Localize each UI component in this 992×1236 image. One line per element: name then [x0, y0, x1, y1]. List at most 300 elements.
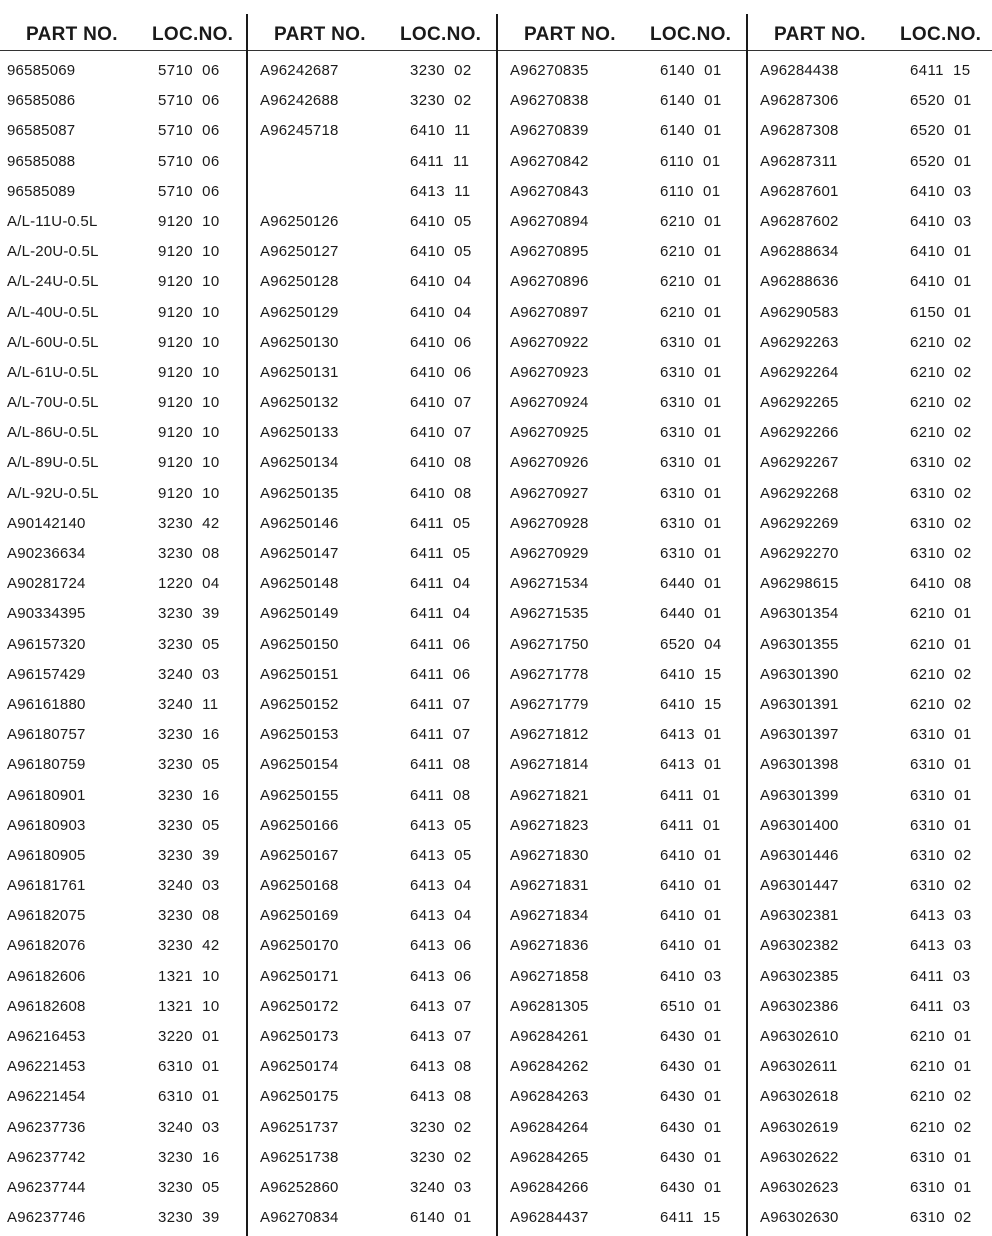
part-number: A96271858: [510, 967, 589, 985]
location-number: 9120 10: [158, 303, 220, 321]
location-number: 3230 16: [158, 726, 220, 744]
part-number: A96287602: [760, 212, 839, 230]
location-number: 6140 01: [660, 122, 722, 140]
part-number: A96270928: [510, 514, 589, 532]
part-number: A96292263: [760, 333, 839, 351]
table-row: [0, 481, 248, 511]
table-row: [0, 601, 248, 631]
part-number: A96302619: [760, 1118, 839, 1136]
part-number: A96287601: [760, 182, 839, 200]
column-rows: [248, 58, 496, 1235]
table-column: [496, 14, 746, 1236]
part-number: A96271823: [510, 816, 589, 834]
location-number: 6210 02: [910, 695, 972, 713]
part-number: A96284265: [510, 1148, 589, 1166]
part-number: A96288634: [760, 243, 839, 261]
table-row: [248, 783, 496, 813]
location-number: 6310 01: [158, 1088, 220, 1106]
part-number: A96298615: [760, 575, 839, 593]
table-row: [748, 1145, 992, 1175]
location-number: 6150 01: [910, 303, 972, 321]
location-number: 1220 04: [158, 575, 220, 593]
location-number: 6310 01: [660, 545, 722, 562]
table-row: [0, 964, 248, 994]
part-number: A96250126: [260, 212, 339, 230]
table-row: [0, 1115, 248, 1145]
table-row: [498, 1024, 746, 1054]
part-number: A96245718: [260, 122, 339, 140]
table-row: [0, 1024, 248, 1054]
table-row: [248, 209, 496, 239]
part-number: A/L-61U-0.5L: [7, 363, 99, 381]
part-number: A96271831: [510, 877, 589, 895]
location-number: 6411 04: [410, 575, 471, 593]
part-number: A90281724: [7, 575, 86, 593]
table-row: [498, 88, 746, 118]
table-row: [248, 1205, 496, 1235]
table-row: [498, 1115, 746, 1145]
table-row: [748, 481, 992, 511]
location-number: 6413 08: [410, 1088, 472, 1106]
table-row: [498, 1054, 746, 1084]
table-row: [0, 1205, 248, 1235]
location-number: 6310 01: [660, 333, 722, 351]
location-number: 6410 06: [410, 363, 472, 381]
part-number: A96250168: [260, 877, 339, 895]
table-row: [0, 813, 248, 843]
location-number: 6413 07: [410, 1028, 472, 1045]
location-number: 6110 01: [660, 152, 721, 170]
part-number: A/L-20U-0.5L: [7, 243, 99, 261]
table-row: [0, 1175, 248, 1205]
location-number: 9120 10: [158, 243, 220, 261]
part-number: A96287311: [760, 152, 838, 170]
location-number: 6413 08: [410, 1058, 472, 1076]
location-number: 6310 01: [660, 424, 722, 442]
column-header: [0, 14, 248, 51]
location-number: 3230 42: [158, 937, 220, 955]
location-number: 6410 07: [410, 424, 472, 442]
part-number: A96250132: [260, 394, 339, 412]
part-number: A96301399: [760, 786, 839, 804]
part-number: A96180757: [7, 726, 86, 744]
part-number: A96182606: [7, 967, 86, 985]
part-number: A96221453: [7, 1058, 86, 1076]
location-number: 6413 05: [410, 816, 472, 834]
table-row: [748, 752, 992, 782]
part-no-header: PART NO.: [524, 24, 616, 45]
part-number: A96271836: [510, 937, 589, 955]
part-number: A96216453: [7, 1028, 86, 1045]
location-number: 6310 01: [910, 726, 972, 744]
location-number: 6140 01: [410, 1209, 472, 1227]
location-number: 6410 03: [910, 182, 972, 200]
table-row: [248, 571, 496, 601]
location-number: 6410 03: [910, 212, 972, 230]
table-row: [748, 903, 992, 933]
location-number: 5710 06: [158, 92, 220, 110]
location-number: 6410 04: [410, 303, 472, 321]
table-row: [748, 632, 992, 662]
part-number: A/L-89U-0.5L: [7, 454, 99, 472]
part-number: A96250153: [260, 726, 339, 744]
location-number: 6140 01: [660, 92, 722, 110]
table-row: [248, 481, 496, 511]
table-row: [498, 1175, 746, 1205]
table-row: [248, 179, 496, 209]
table-row: [0, 903, 248, 933]
part-number: A/L-40U-0.5L: [7, 303, 99, 321]
location-number: 6310 02: [910, 877, 972, 895]
part-number: A96242688: [260, 92, 339, 110]
table-row: [498, 752, 746, 782]
part-number: A/L-92U-0.5L: [7, 484, 99, 502]
part-number: A96301447: [760, 877, 839, 895]
table-row: [248, 752, 496, 782]
location-number: 6411 01: [660, 786, 721, 804]
part-number: A96271821: [510, 786, 589, 804]
table-row: [748, 813, 992, 843]
part-number: A96271830: [510, 846, 589, 864]
part-number: A96182075: [7, 907, 86, 925]
location-number: 6411 06: [410, 635, 471, 653]
column-header: [498, 14, 746, 51]
location-number: 6410 05: [410, 243, 472, 261]
part-number: A/L-11U-0.5L: [7, 212, 98, 230]
location-number: 6140 01: [660, 62, 722, 79]
part-number: A96270895: [510, 243, 589, 261]
location-number: 6411 06: [410, 665, 471, 683]
column-rows: [0, 58, 248, 1235]
part-number: A96292264: [760, 363, 839, 381]
location-number: 6411 03: [910, 967, 971, 985]
table-row: [248, 1084, 496, 1114]
table-column: [246, 14, 496, 1236]
part-number: A96250155: [260, 786, 339, 804]
location-number: 3240 03: [158, 665, 220, 683]
part-number: A/L-60U-0.5L: [7, 333, 99, 351]
part-number: A96270843: [510, 182, 589, 200]
part-number: A96270896: [510, 273, 589, 291]
table-row: [498, 1084, 746, 1114]
table-row: [0, 58, 248, 88]
location-number: 6410 05: [410, 212, 472, 230]
part-number: A96301400: [760, 816, 839, 834]
part-number: 96585086: [7, 92, 76, 110]
location-number: 6520 01: [910, 92, 972, 110]
table-row: [248, 58, 496, 88]
table-row: [748, 541, 992, 571]
table-row: [748, 300, 992, 330]
part-number: A96271534: [510, 575, 589, 593]
table-row: [0, 149, 248, 179]
part-number: A96250171: [260, 967, 339, 985]
location-number: 6411 15: [660, 1209, 721, 1227]
table-row: [748, 511, 992, 541]
table-row: [498, 662, 746, 692]
location-number: 6210 02: [910, 1118, 972, 1136]
part-number: A96182608: [7, 997, 86, 1015]
table-row: [748, 601, 992, 631]
part-number: A96250173: [260, 1028, 339, 1045]
part-number: A96180903: [7, 816, 86, 834]
part-number: A96250148: [260, 575, 339, 593]
part-number: A96301391: [760, 695, 839, 713]
table-row: [498, 692, 746, 722]
part-number: A96250152: [260, 695, 339, 713]
location-number: 3230 02: [410, 62, 472, 79]
location-number: 6410 15: [660, 665, 722, 683]
table-row: [498, 118, 746, 148]
part-number: A96302385: [760, 967, 839, 985]
part-number: A96302381: [760, 907, 839, 925]
location-number: 5710 06: [158, 122, 220, 140]
table-row: [748, 360, 992, 390]
table-row: [498, 360, 746, 390]
part-number: A96270835: [510, 62, 589, 79]
location-number: 6410 01: [910, 243, 972, 261]
table-row: [498, 269, 746, 299]
table-column: [0, 14, 248, 1236]
location-number: 6520 01: [910, 152, 972, 170]
table-row: [748, 873, 992, 903]
part-number: A96284266: [510, 1178, 589, 1196]
table-row: [0, 360, 248, 390]
table-row: [248, 330, 496, 360]
part-number: A96157429: [7, 665, 86, 683]
part-number: A96302610: [760, 1028, 839, 1045]
table-row: [0, 662, 248, 692]
location-number: 6310 01: [910, 786, 972, 804]
table-row: [248, 269, 496, 299]
location-number: 6410 08: [410, 484, 472, 502]
column-rows: [498, 58, 746, 1235]
table-row: [0, 118, 248, 148]
location-number: 6410 01: [660, 877, 722, 895]
location-number: 6411 15: [910, 62, 971, 79]
part-number: 96585069: [7, 62, 76, 79]
part-number: A96301397: [760, 726, 839, 744]
location-number: 9120 10: [158, 454, 220, 472]
location-number: 6210 02: [910, 363, 972, 381]
part-number: A96292267: [760, 454, 839, 472]
location-number: 3230 16: [158, 786, 220, 804]
part-number: A96270929: [510, 545, 589, 562]
location-number: 6413 05: [410, 846, 472, 864]
table-row: [0, 1145, 248, 1175]
part-number: A96284438: [760, 62, 839, 79]
part-number: A96292268: [760, 484, 839, 502]
location-number: 3220 01: [158, 1028, 220, 1045]
part-number: A96287308: [760, 122, 839, 140]
location-number: 6310 02: [910, 846, 972, 864]
part-number: A96250130: [260, 333, 339, 351]
part-number: A96302622: [760, 1148, 839, 1166]
table-row: [748, 692, 992, 722]
location-number: 6410 07: [410, 394, 472, 412]
part-number: A96270842: [510, 152, 589, 170]
part-number: A90236634: [7, 545, 86, 562]
location-number: 3240 11: [158, 695, 219, 713]
part-number: A96271814: [510, 756, 589, 774]
location-number: 6430 01: [660, 1058, 722, 1076]
location-number: 5710 06: [158, 62, 220, 79]
location-number: 9120 10: [158, 363, 220, 381]
table-row: [498, 903, 746, 933]
table-row: [498, 873, 746, 903]
table-row: [0, 571, 248, 601]
location-number: 6440 01: [660, 575, 722, 593]
location-number: 9120 10: [158, 212, 220, 230]
part-number: A96250166: [260, 816, 339, 834]
location-number: 6413 07: [410, 997, 472, 1015]
location-number: 6310 02: [910, 545, 972, 562]
part-number: A90142140: [7, 514, 86, 532]
table-row: [498, 843, 746, 873]
part-number: A96288636: [760, 273, 839, 291]
location-number: 6411 05: [410, 514, 471, 532]
part-number: A96271779: [510, 695, 589, 713]
location-number: 6411 08: [410, 786, 471, 804]
location-number: 6413 06: [410, 937, 472, 955]
table-row: [498, 541, 746, 571]
part-number: A96250167: [260, 846, 339, 864]
table-row: [248, 692, 496, 722]
location-number: 6210 02: [910, 333, 972, 351]
location-number: 1321 10: [158, 997, 220, 1015]
part-number: A96182076: [7, 937, 86, 955]
table-row: [248, 903, 496, 933]
location-number: 3230 05: [158, 756, 220, 774]
table-row: [0, 511, 248, 541]
location-number: 6310 02: [910, 484, 972, 502]
location-number: 3230 39: [158, 846, 220, 864]
location-number: 6413 11: [410, 182, 471, 200]
part-number: A96270927: [510, 484, 589, 502]
location-number: 6310 01: [660, 484, 722, 502]
table-row: [248, 420, 496, 450]
location-number: 6410 01: [660, 907, 722, 925]
table-row: [248, 88, 496, 118]
location-number: 6520 01: [910, 122, 972, 140]
location-number: 6413 03: [910, 907, 972, 925]
part-number: A96250169: [260, 907, 339, 925]
table-row: [748, 1084, 992, 1114]
part-number: A96301398: [760, 756, 839, 774]
part-number: A96301354: [760, 605, 839, 623]
table-row: [748, 964, 992, 994]
part-number: A96302386: [760, 997, 839, 1015]
location-number: 6210 02: [910, 665, 972, 683]
table-row: [0, 269, 248, 299]
table-row: [248, 813, 496, 843]
table-row: [248, 511, 496, 541]
location-number: 6430 01: [660, 1178, 722, 1196]
location-number: 3240 03: [410, 1178, 472, 1196]
part-number: A96251737: [260, 1118, 339, 1136]
table-row: [748, 722, 992, 752]
location-number: 6520 04: [660, 635, 722, 653]
part-number: A96251738: [260, 1148, 339, 1166]
table-row: [498, 994, 746, 1024]
table-row: [748, 1054, 992, 1084]
location-number: 6210 02: [910, 1088, 972, 1106]
location-number: 6410 06: [410, 333, 472, 351]
table-row: [248, 149, 496, 179]
table-row: [0, 88, 248, 118]
part-number: A96250170: [260, 937, 339, 955]
location-number: 6210 01: [910, 635, 972, 653]
table-row: [748, 1115, 992, 1145]
part-number: A/L-86U-0.5L: [7, 424, 99, 442]
table-row: [248, 541, 496, 571]
part-number: A96252860: [260, 1178, 339, 1196]
loc-no-header: LOC.NO.: [400, 24, 482, 45]
part-number: A96284437: [510, 1209, 589, 1227]
location-number: 6310 02: [910, 1209, 972, 1227]
table-row: [248, 1024, 496, 1054]
location-number: 6410 08: [910, 575, 972, 593]
part-number: A96250127: [260, 243, 339, 261]
location-number: 6430 01: [660, 1028, 722, 1045]
part-number: A96250146: [260, 514, 339, 532]
location-number: 6310 01: [158, 1058, 220, 1076]
table-row: [748, 1024, 992, 1054]
part-number: A96271812: [510, 726, 589, 744]
table-row: [748, 58, 992, 88]
part-number: A96250172: [260, 997, 339, 1015]
location-number: 6210 01: [660, 212, 722, 230]
location-number: 6413 04: [410, 907, 472, 925]
part-number: A96271750: [510, 635, 589, 653]
part-number: A96270838: [510, 92, 589, 110]
part-number: A96250129: [260, 303, 339, 321]
location-number: 6430 01: [660, 1088, 722, 1106]
part-number: A96242687: [260, 62, 339, 79]
table-row: [498, 632, 746, 662]
table-row: [748, 783, 992, 813]
table-row: [0, 541, 248, 571]
table-row: [498, 239, 746, 269]
location-number: 6411 08: [410, 756, 471, 774]
part-number: A96270923: [510, 363, 589, 381]
location-number: 6310 01: [660, 363, 722, 381]
part-number: A96221454: [7, 1088, 86, 1106]
location-number: 3230 39: [158, 1209, 220, 1227]
part-number: A96270834: [260, 1209, 339, 1227]
table-row: [498, 179, 746, 209]
table-row: [498, 783, 746, 813]
part-number: A96302611: [760, 1058, 838, 1076]
table-row: [248, 118, 496, 148]
table-row: [748, 390, 992, 420]
table-row: [498, 330, 746, 360]
part-number: A96180905: [7, 846, 86, 864]
location-number: 3230 42: [158, 514, 220, 532]
location-number: 6410 08: [410, 454, 472, 472]
table-row: [0, 450, 248, 480]
table-row: [0, 873, 248, 903]
part-number: A96284261: [510, 1028, 589, 1045]
location-number: 3240 03: [158, 877, 220, 895]
part-number: A96181761: [7, 877, 86, 895]
table-row: [748, 179, 992, 209]
table-row: [498, 1145, 746, 1175]
table-row: [248, 933, 496, 963]
table-column: [746, 14, 992, 1236]
location-number: 3230 02: [410, 1118, 472, 1136]
table-row: [0, 209, 248, 239]
